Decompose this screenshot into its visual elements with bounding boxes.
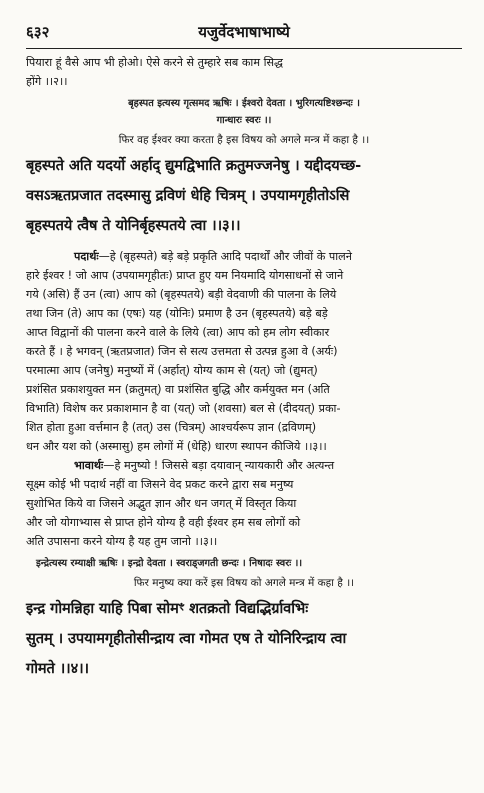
mantra-metadata [26,95,462,129]
text-line: हारे ईश्वर ! जो आप (उपयामगृहीतः) प्राप्त हुए यम नियमादि योगसाधनों से जाने [26,269,344,282]
text-line: परमात्मा आप (जनेषु) मनुष्यों में (अर्हात्) योग्य काम से (यत्) जो (द्युमत्) [26,364,318,377]
text-line: और जो योगाभ्यास से प्राप्त होने योग्य है वही ईश्वर हम सब लोगों को [26,516,301,529]
text-line: अति उपासना करने योग्य है यह तुम जानो ।।३।। [26,535,218,548]
text-line: सुशोभित किये वा जिसने अद्भुत ज्ञान और धन जगत् में विस्तृत किया [26,497,297,510]
text-line: धन और यश को (अस्मासु) हम लोगों में (धेहि) धारण स्थापन कीजिये ।।३।। [26,440,327,453]
bhavartha-first-line [26,456,462,475]
bhavartha-section [26,456,462,551]
text-line: प्रशंसित प्रकाशयुक्त मन (क्रतुमत्) वा प्रशंसित बुद्धि और कर्मयुक्त मन (अति [26,383,330,396]
meta-line: गान्धारः स्वरः ।। [216,115,272,126]
padartha-label: पदार्थः [74,250,99,263]
bhavartha-label: भावार्थः [74,459,104,472]
padartha-section [26,247,462,456]
text-line: —हे मनुष्यो ! जिससे बड़ा दयावान् न्यायकारी और अत्यन्त [103,459,335,472]
mantra-introduction: फिर वह ईश्वर क्या करता है इस विषय को अगले मन्त्र में कहा है ।। [118,134,370,146]
verse-line: बृहस्पते अति यदर्यो अर्हाद् द्युमद्विभाति क्रतुमज्जनेषु । यद्दीदयच्छ- [26,157,362,174]
text-line: तथा जिन (ते) आप का (एषः) यह (योनिः) प्रमाण है उन (बृहस्पतये) बड़े बड़े [26,307,328,320]
text-line: शित होता हुआ वर्त्तमान है (तत्) उस (चित्रम्) आश्चर्यरूप ज्ञान (द्रविणम्) [26,421,317,434]
text-line: करते हैं । हे भगवन् (ऋतप्रजात) जिन से सत्य उत्तमता से उत्पन्न हुआ वे (अर्यः) [26,345,338,358]
text-line: होंगे ।।२।। [26,75,68,88]
text-line: गये (असि) हैं उन (त्वा) आप को (बृहस्पतये) बड़ी वेदवाणी की पालना के लिये [26,288,337,301]
padartha-first-line [26,247,462,266]
mantra-verse-4 [26,594,462,684]
page-number: ६३२ [26,23,50,41]
verse-line: इन्द्र गोमन्निहा याहि पिबा सोमꣳ शतक्रतो विद्यद्भिर्ग्रावभिः [26,600,309,617]
mantra-introduction-4: फिर मनुष्य क्या करें इस विषय को अगले मन्त्र में कहा है ।। [133,577,355,589]
verse-line: गोमते ।।४।। [26,660,89,677]
verse-line: बृहस्पतये त्वैष ते योनिर्बृहस्पतये त्वा ।।३।। [26,217,241,234]
opening-paragraph [26,53,462,91]
mantra-metadata-4: इन्द्रेत्यस्य रम्याक्षी ऋषिः । इन्द्रो देवता । स्वराड्जगती छन्दः । निषादः स्वरः ।। [36,558,303,569]
text-line: विभाति) विशेष कर प्रकाशमान है वा (यत्) जो (शवसा) बल से (दीदयत्) प्रका- [26,402,341,415]
text-line: सूक्ष्म कोई भी पदार्थ नहीं वा जिसने वेद प्रकट करने द्वारा सब मनुष्य [26,478,294,491]
meta-line: बृहस्पत इत्यस्य गृत्समद ऋषिः । ईश्वरो देवता । भुरिगत्यष्टिश्छन्दः । [128,98,360,109]
page-header [26,22,462,49]
verse-line: सुतम् । उपयामगृहीतोसीन्द्राय त्वा गोमत एष ते योनिरिन्द्राय त्वा [26,630,347,647]
running-title: यजुर्वेदभाषाभाष्ये [198,23,290,41]
text-line: आप्त विद्वानों की पालना करने वाले के लिये (त्वा) आप को हम लोग स्वीकार [26,326,330,339]
verse-line: वसऽऋतप्रजात तदस्मासु द्रविणं धेहि चित्रम् । उपयामगृहीतोऽसि [26,187,350,204]
text-line: पियारा हूं वैसे आप भी होओ। ऐसे करने से तुम्हारे सब काम सिद्ध [26,56,283,69]
mantra-verse-3 [26,151,462,241]
text-line: —हे (बृहस्पते) बड़े बड़े प्रकृति आदि पदार्थों और जीवों के पालने [98,250,352,263]
